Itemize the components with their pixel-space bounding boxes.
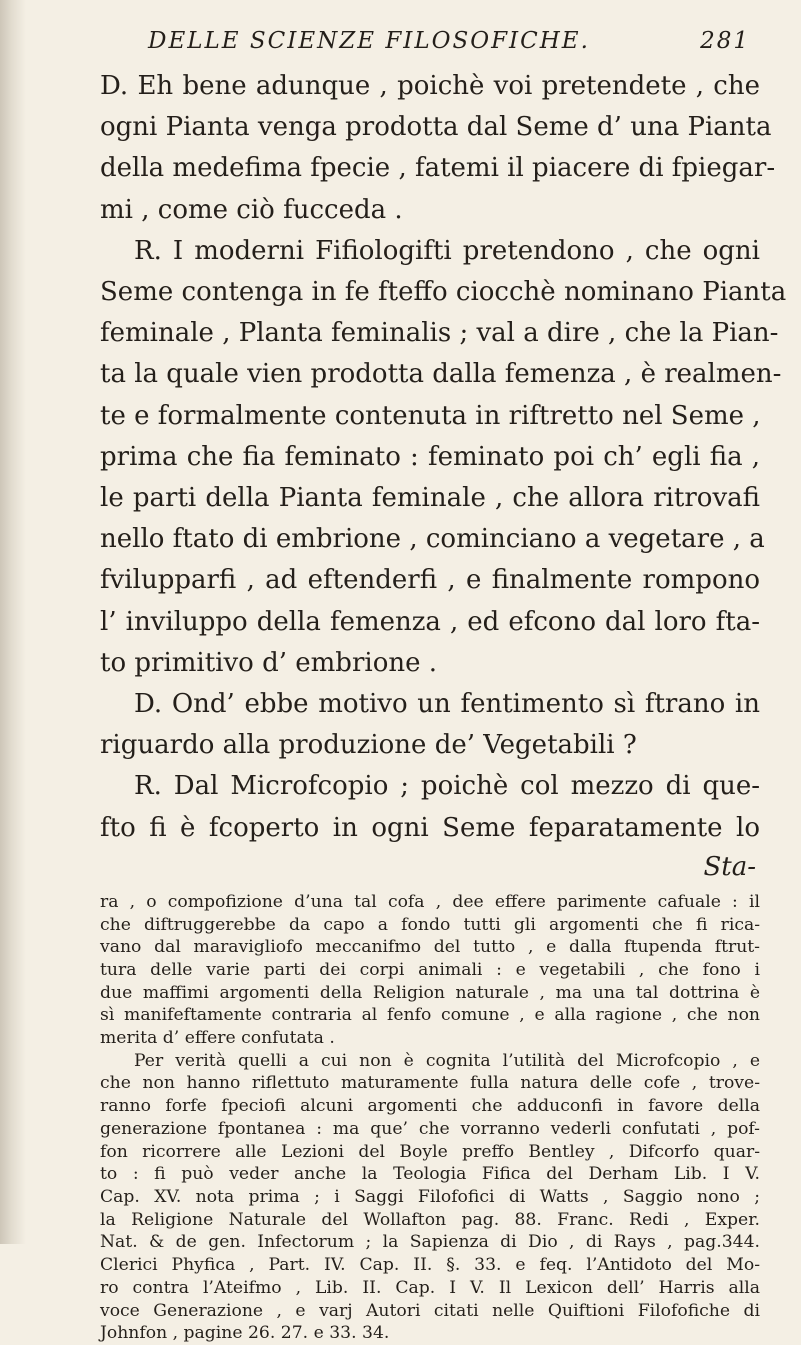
text-line: riguardo alla produzione de’ Vegetabili ? [100, 730, 637, 761]
footnote-line: Per verità quelli a cui non è cognita l’utilità del Microfcopio , e [134, 1050, 760, 1071]
text-line: fvilupparfi , ad eftenderfi , e finalmente rompono [100, 565, 760, 596]
footnote-line: ra , o compofizione d’una tal cofa , dee effere parimente cafuale : il [100, 891, 760, 912]
text-line: della medefima fpecie , fatemi il piacere di fpiegar- [100, 153, 776, 184]
catchword: Sta- [703, 851, 756, 882]
running-head-title: DELLE SCIENZE FILOSOFICHE. [148, 28, 590, 54]
footnote-line: che diftruggerebbe da capo a fondo tutti gli argomenti che fi rica- [100, 914, 760, 935]
text-line: mi , come ciò fucceda . [100, 194, 403, 225]
footnote-line: vano dal maravigliofo meccanifmo del tutto , e dalla ftupenda ftrut- [100, 937, 760, 958]
footnote [100, 891, 760, 1345]
footnote-line: generazione fpontanea : ma que’ che vorranno vederli confutati , pof- [100, 1118, 760, 1139]
text-line: prima che fia feminato : feminato poi ch’ egli fia , [100, 441, 760, 472]
text-line: ogni Pianta venga prodotta dal Seme d’ una Pianta [100, 112, 772, 143]
text-line: feminale , Planta feminalis ; val a dire , che la Pian- [100, 318, 779, 349]
footnote-line: che non hanno riflettuto maturamente fulla natura delle cofe , trove- [100, 1073, 760, 1094]
footnote-line: to : fi può veder anche la Teologia Fifica del Derham Lib. I V. [100, 1164, 760, 1185]
running-head [100, 28, 760, 62]
book-page [100, 28, 787, 1345]
text-line: te e formalmente contenuta in riftretto nel Seme , [100, 400, 761, 431]
footnote-line: ranno forfe fpeciofi alcuni argomenti che adduconfi in favore della [100, 1096, 760, 1117]
footnote-line: Nat. & de gen. Infectorum ; la Sapienza di Dio , di Rays , pag.344. [100, 1232, 760, 1253]
book-gutter-shadow [0, 0, 26, 1244]
text-line: R. I moderni Fifiologifti pretendono , che ogni [134, 235, 760, 266]
footnote-line: Johnfon , pagine 26. 27. e 33. 34. [100, 1323, 390, 1344]
text-line: Seme contenga in fe fteffo ciocchè nominano Pianta [100, 277, 787, 308]
footnote-line: la Religione Naturale del Wollafton pag. 88. Franc. Redi , Exper. [100, 1209, 760, 1230]
text-line: to primitivo d’ embrione . [100, 647, 438, 678]
page-number: 281 [700, 28, 750, 54]
text-line: D. Ond’ ebbe motivo un fentimento sì ftrano in [134, 689, 760, 720]
text-line: le parti della Pianta feminale , che allora ritrovafi [100, 483, 760, 514]
footnote-line: Cap. XV. nota prima ; i Saggi Filofofici di Watts , Saggio nono ; [100, 1187, 760, 1207]
text-line: l’ inviluppo della femenza , ed efcono dal loro fta- [100, 606, 760, 637]
footnote-line: voce Generazione , e varj Autori citati nelle Quiftioni Filofofiche di [100, 1300, 760, 1321]
text-line: fto fi è fcoperto in ogni Seme feparatamente lo [100, 812, 760, 843]
text-line: nello ftato di embrione , cominciano a vegetare , a [100, 524, 765, 555]
footnote-line: sì manifeftamente contraria al fenfo comune , e alla ragione , che non [100, 1005, 760, 1026]
footnote-line: Clerici Phyfica , Part. IV. Cap. II. §. 33. e feq. l’Antidoto del Mo- [100, 1255, 760, 1276]
footnote-line: tura delle varie parti dei corpi animali : e vegetabili , che fono i [100, 959, 760, 980]
text-line: D. Eh bene adunque , poichè voi pretendete , che [100, 71, 760, 101]
main-text [100, 66, 787, 885]
text-line: ta la quale vien prodotta dalla femenza , è realmen- [100, 359, 782, 390]
footnote-line: due maffimi argomenti della Religion naturale , ma una tal dottrina è [100, 982, 760, 1003]
footnote-line: merita d’ effere confutata . [100, 1028, 335, 1049]
footnote-line: ro contra l’Ateifmo , Lib. II. Cap. I V. Il Lexicon dell’ Harris alla [100, 1277, 760, 1298]
footnote-line: fon ricorrere alle Lezioni del Boyle preffo Bentley , Difcorfo quar- [100, 1141, 760, 1162]
text-line: R. Dal Microfcopio ; poichè col mezzo di que- [134, 771, 760, 802]
